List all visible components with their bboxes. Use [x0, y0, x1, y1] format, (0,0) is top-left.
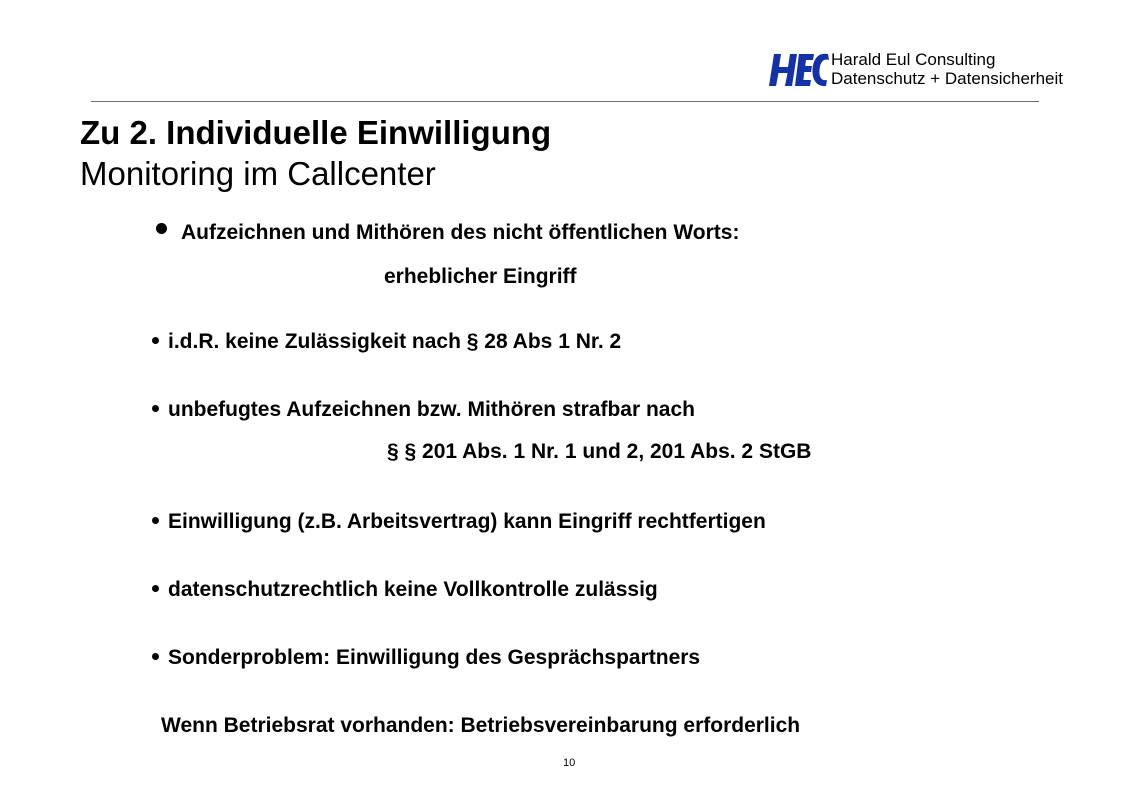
bullet-icon — [152, 517, 159, 524]
page-number: 10 — [563, 757, 576, 769]
list-item-text: Sonderproblem: Einwilligung des Gesprächspartners — [168, 646, 701, 669]
main-point-continuation: erheblicher Eingriff — [384, 265, 577, 288]
list-item — [152, 397, 695, 423]
logo-text — [831, 50, 1063, 88]
main-point-text: Aufzeichnen und Mithören des nicht öffentlichen Worts: — [181, 221, 740, 244]
hec-logo-mark — [768, 52, 830, 88]
bullet-icon — [156, 223, 167, 234]
list-item-text: i.d.R. keine Zulässigkeit nach § 28 Abs 1 Nr. 2 — [168, 330, 622, 353]
list-item — [152, 509, 766, 535]
company-logo — [768, 48, 1063, 92]
slide-subtitle: Monitoring im Callcenter — [80, 155, 436, 192]
list-item-text: Einwilligung (z.B. Arbeitsvertrag) kann Eingriff rechtfertigen — [168, 510, 766, 533]
header-divider — [91, 101, 1039, 102]
list-item-text: datenschutzrechtlich keine Vollkontrolle zulässig — [168, 578, 658, 601]
list-item — [152, 329, 621, 355]
footer-note: Wenn Betriebsrat vorhanden: Betriebsvereinbarung erforderlich — [161, 714, 801, 737]
list-item — [152, 577, 658, 603]
company-tagline: Datenschutz + Datensicherheit — [831, 69, 1063, 88]
bullet-icon — [152, 653, 159, 660]
list-item-text: unbefugtes Aufzeichnen bzw. Mithören strafbar nach — [168, 398, 695, 421]
bullet-icon — [152, 337, 159, 344]
bullet-icon — [152, 405, 159, 412]
main-point — [156, 220, 739, 246]
list-item-continuation: § § 201 Abs. 1 Nr. 1 und 2, 201 Abs. 2 StGB — [387, 440, 812, 463]
bullet-icon — [152, 585, 159, 592]
list-item — [152, 645, 700, 671]
slide-title: Zu 2. Individuelle Einwilligung — [80, 114, 552, 151]
company-name: Harald Eul Consulting — [831, 50, 996, 69]
